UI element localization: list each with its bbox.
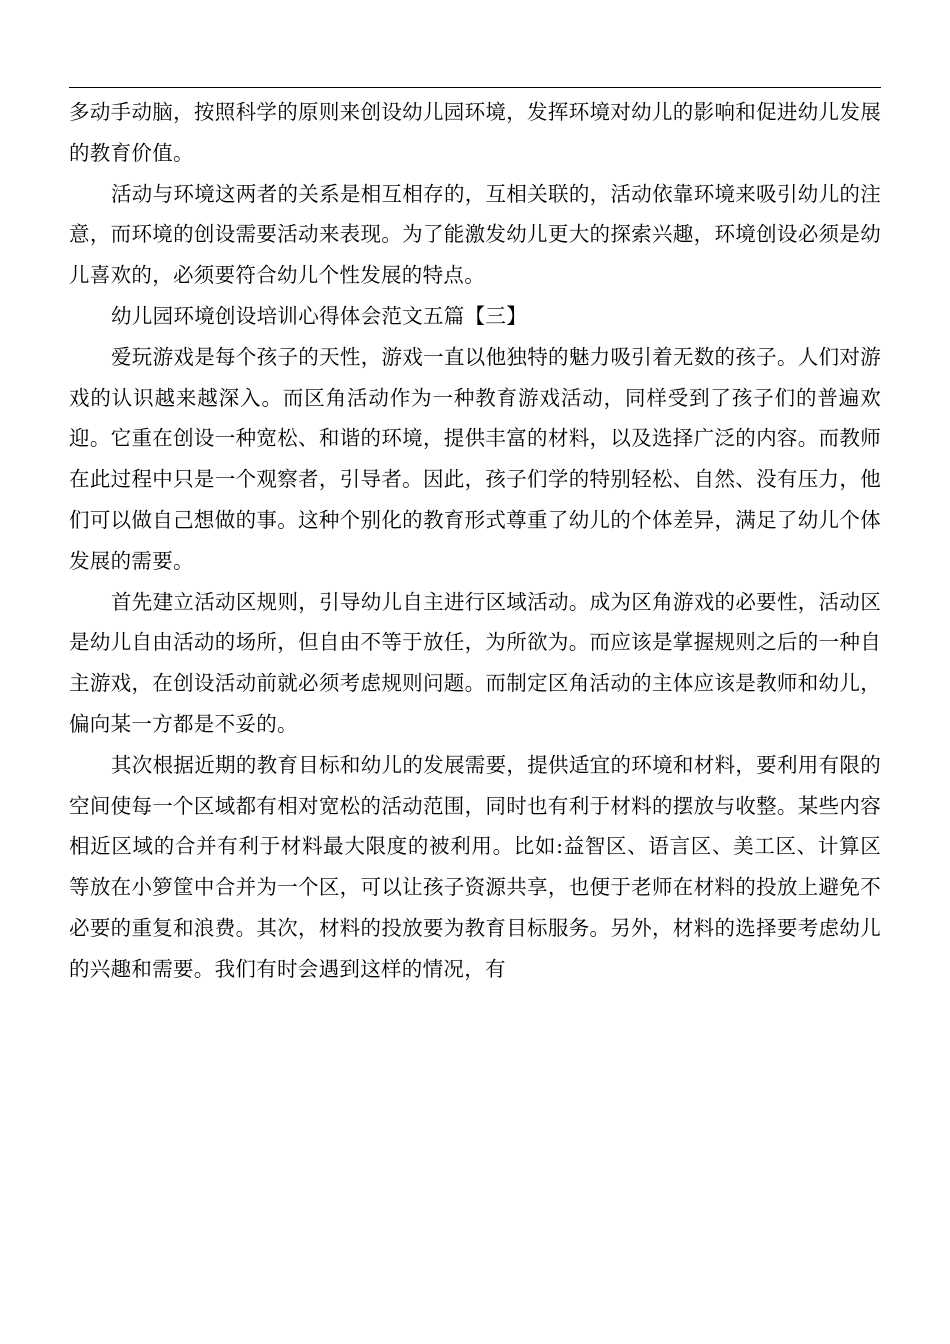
paragraph-continuation: 多动手动脑，按照科学的原则来创设幼儿园环境，发挥环境对幼儿的影响和促进幼儿发展的教育价值。 <box>69 100 881 165</box>
paragraph-activity-environment: 活动与环境这两者的关系是相互相存的，互相关联的，活动依靠环境来吸引幼儿的注意，而环境的创设需要活动来表现。为了能激发幼儿更大的探索兴趣，环境创设必须是幼儿喜欢的，必须要符合幼儿个性发展的特点。 <box>69 181 881 288</box>
paragraph-materials: 其次根据近期的教育目标和幼儿的发展需要，提供适宜的环境和材料，要利用有限的空间使每一个区域都有相对宽松的活动范围，同时也有利于材料的摆放与收整。某些内容相近区域的合并有利于材料最大限度的被利用。比如:益智区、语言区、美工区、计算区等放在小箩筐中合并为一个区，可以让孩子资源共享，也便于老师在材料的投放上避免不必要的重复和浪费。其次，材料的投放要为教育目标服务。另外，材料的选择要考虑幼儿的兴趣和需要。我们有时会遇到这样的情况，有 <box>69 752 881 981</box>
paragraph-rules: 首先建立活动区规则，引导幼儿自主进行区域活动。成为区角游戏的必要性，活动区是幼儿自由活动的场所，但自由不等于放任，为所欲为。而应该是掌握规则之后的一种自主游戏，在创设活动前就必须考虑规则问题。而制定区角活动的主体应该是教师和幼儿，偏向某一方都是不妥的。 <box>69 589 881 736</box>
paragraph-games: 爱玩游戏是每个孩子的天性，游戏一直以他独特的魅力吸引着无数的孩子。人们对游戏的认识越来越深入。而区角活动作为一种教育游戏活动，同样受到了孩子们的普遍欢迎。它重在创设一种宽松、和谐的环境，提供丰富的材料，以及选择广泛的内容。而教师在此过程中只是一个观察者，引导者。因此，孩子们学的特别轻松、自然、没有压力，他们可以做自己想做的事。这种个别化的教育形式尊重了幼儿的个体差异，满足了幼儿个体发展的需要。 <box>69 344 881 573</box>
section-heading: 幼儿园环境创设培训心得体会范文五篇【三】 <box>111 303 527 328</box>
document-body <box>69 92 881 990</box>
header-rule <box>69 87 881 88</box>
